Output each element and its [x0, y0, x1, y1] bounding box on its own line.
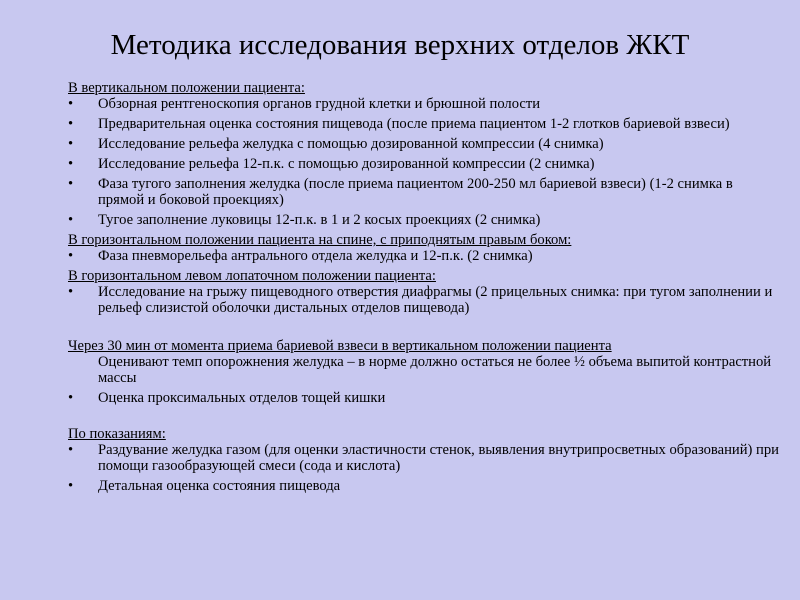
bullet-icon: •: [68, 176, 74, 192]
bullet-icon: •: [68, 390, 74, 406]
list-item-text: Тугое заполнение луковицы 12-п.к. в 1 и 2 косых проекциях (2 снимка): [98, 212, 541, 228]
section-list-30min: [68, 354, 780, 406]
section-heading-vertical: В вертикальном положении пациента:: [68, 80, 305, 96]
bullet-icon: •: [68, 116, 74, 132]
list-item: [68, 136, 780, 152]
section-heading-30min: Через 30 мин от момента приема бариевой взвеси в вертикальном положении пациента: [68, 338, 612, 354]
list-item: [68, 156, 780, 172]
list-item-text: Оценка проксимальных отделов тощей кишки: [98, 390, 386, 406]
slide-title: Методика исследования верхних отделов ЖКТ: [110, 29, 690, 61]
section-list-indications: [68, 442, 780, 494]
spacer: [68, 410, 780, 426]
list-item-text: Обзорная рентгеноскопия органов грудной клетки и брюшной полости: [98, 96, 541, 112]
section-list-horizontal-left: [68, 284, 780, 316]
list-item-text: Оценивают темп опорожнения желудка – в норме должно остаться не более ½ объема выпитой контрастной массы: [98, 354, 772, 386]
list-item-text: Исследование на грыжу пищеводного отверстия диафрагмы (2 прицельных снимка: при тугом заполнении и рельеф слизистой оболочки дистальных отделов пищевода): [98, 284, 773, 316]
section-heading-horizontal-left: В горизонтальном левом лопаточном положении пациента:: [68, 268, 436, 284]
section-heading-indications: По показаниям:: [68, 426, 166, 442]
list-item-text: Фаза пневморельефа антрального отдела желудка и 12-п.к. (2 снимка): [98, 248, 533, 264]
list-item: [68, 354, 780, 386]
list-item-text: Фаза тугого заполнения желудка (после приема пациентом 200-250 мл бариевой взвеси) (1-2 снимка в прямой и боковой проекциях): [98, 176, 733, 208]
bullet-icon: •: [68, 478, 74, 494]
list-item: [68, 248, 780, 264]
list-item: [68, 116, 780, 132]
section-list-vertical: [68, 96, 780, 228]
bullet-icon: •: [68, 156, 74, 172]
section-list-horizontal-back: [68, 248, 780, 264]
list-item: [68, 390, 780, 406]
spacer: [68, 320, 780, 338]
bullet-icon: •: [68, 248, 74, 264]
list-item-text: Исследование рельефа желудка с помощью дозированной компрессии (4 снимка): [98, 136, 604, 152]
list-item-text: Раздувание желудка газом (для оценки эластичности стенок, выявления внутрипросветных образований) при помощи газообразующей смеси (сода и кислота): [98, 442, 779, 474]
list-item: [68, 442, 780, 474]
bullet-icon: •: [68, 442, 74, 458]
bullet-icon: •: [68, 136, 74, 152]
list-item-text: Исследование рельефа 12-п.к. с помощью дозированной компрессии (2 снимка): [98, 156, 595, 172]
list-item: [68, 96, 780, 112]
list-item: [68, 478, 780, 494]
section-heading-horizontal-back: В горизонтальном положении пациента на спине, с приподнятым правым боком:: [68, 232, 572, 248]
bullet-icon: •: [68, 212, 74, 228]
list-item: [68, 284, 780, 316]
list-item: [68, 176, 780, 208]
bullet-icon: •: [68, 284, 74, 300]
list-item-text: Детальная оценка состояния пищевода: [98, 478, 341, 494]
list-item-text: Предварительная оценка состояния пищевода (после приема пациентом 1-2 глотков бариевой взвеси): [98, 116, 730, 132]
bullet-icon: •: [68, 96, 74, 112]
list-item: [68, 212, 780, 228]
slide-content: [68, 80, 780, 498]
